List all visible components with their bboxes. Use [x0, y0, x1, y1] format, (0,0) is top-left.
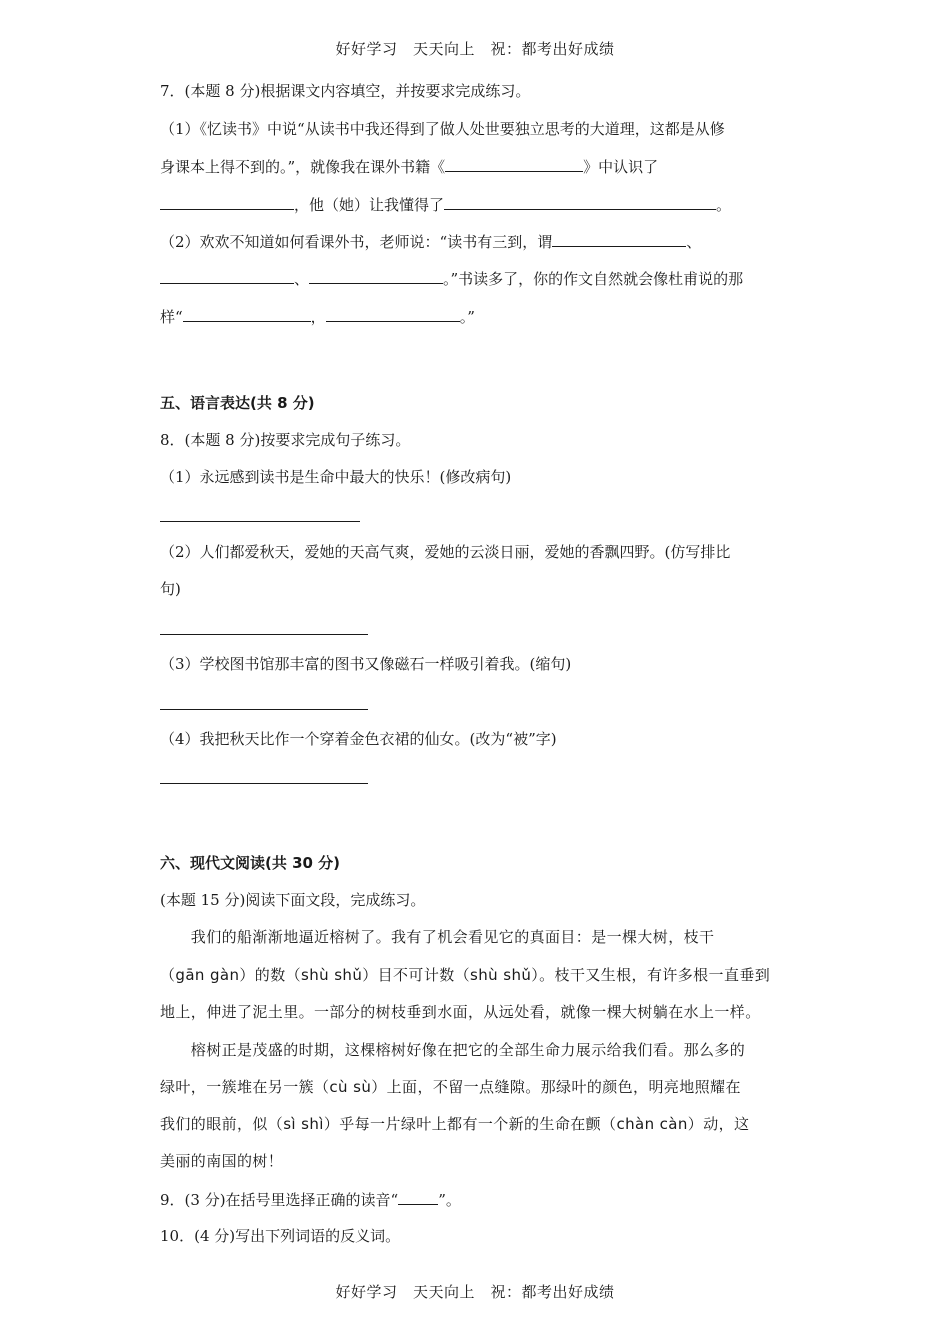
q7-part2-text-c: 、: [294, 270, 310, 288]
q7-part2-line2: [160, 267, 800, 290]
section6-intro: (本题 15 分)阅读下面文段，完成练习。: [160, 891, 426, 909]
q10-title: 10．(4 分)写出下列词语的反义词。: [160, 1227, 401, 1245]
poem-blank-1[interactable]: [183, 305, 311, 322]
q7-part1-line2: [160, 155, 800, 178]
q7-part2-text-g: 。”: [459, 308, 475, 326]
q7-part2-text-e: 样“: [160, 308, 183, 326]
passage-line: （gān gàn）的数（shù shǔ）目不可计数（shù shǔ）。枝干又生根，有许多根一直垂到: [160, 966, 771, 984]
poem-blank-2[interactable]: [326, 305, 460, 322]
q8-title: 8．(本题 8 分)按要求完成句子练习。: [160, 431, 411, 449]
q7-title: 7．(本题 8 分)根据课文内容填空，并按要求完成练习。: [160, 82, 531, 100]
reading-blank-2[interactable]: [160, 267, 294, 284]
passage-line: 榕树正是茂盛的时期，这棵榕树好像在把它的全部生命力展示给我们看。那么多的: [160, 1041, 746, 1059]
answer-line-2[interactable]: [160, 633, 368, 635]
q7-part1-line3: [160, 193, 800, 216]
answer-line-1[interactable]: [160, 520, 360, 522]
reading-blank-1[interactable]: [552, 230, 686, 247]
q8-sentence-2-line1: （2）人们都爱秋天，爱她的天高气爽，爱她的云淡日丽，爱她的香飘四野。(仿写排比: [160, 543, 731, 561]
passage-line: 绿叶，一簇堆在另一簇（cù sù）上面，不留一点缝隙。那绿叶的颜色，明亮地照耀在: [160, 1078, 741, 1096]
passage-line: 地上，伸进了泥土里。一部分的树枝垂到水面，从远处看，就像一棵大树躺在水上一样。: [160, 1003, 761, 1021]
passage-line: 美丽的南国的树！: [160, 1152, 284, 1170]
q9-text-b: ”。: [438, 1191, 461, 1209]
q9-line: [160, 1188, 800, 1211]
q9-text-a: 9．(3 分)在括号里选择正确的读音“: [160, 1191, 399, 1209]
q7-part1-text-d: 。: [716, 196, 732, 214]
q7-part2-line1: [160, 230, 800, 253]
passage-line: 我们的眼前，似（sì shì）乎每一片绿叶上都有一个新的生命在颤（chàn càn）动，这: [160, 1115, 750, 1133]
q7-part1-text-a: 身课本上得不到的。”，就像我在课外书籍《: [160, 158, 446, 176]
answer-line-4[interactable]: [160, 782, 368, 784]
book-title-blank[interactable]: [445, 155, 583, 172]
q9-blank[interactable]: [398, 1188, 438, 1205]
section6-title: 六、现代文阅读(共 30 分): [160, 854, 341, 872]
passage-line: 我们的船渐渐地逼近榕树了。我有了机会看见它的真面目：是一棵大树，枝干: [160, 928, 715, 946]
reading-blank-3[interactable]: [309, 267, 443, 284]
q8-sentence-4: （4）我把秋天比作一个穿着金色衣裙的仙女。(改为“被”字): [160, 730, 557, 748]
q7-part2-line3: [160, 305, 800, 328]
q7-part2-text-f: ，: [310, 308, 326, 326]
q7-part1-text-b: 》中认识了: [583, 158, 659, 176]
page-header: 好好学习 天天向上 祝：都考出好成绩: [335, 40, 615, 58]
q8-sentence-1: （1）永远感到读书是生命中最大的快乐！(修改病句): [160, 468, 512, 486]
answer-line-3[interactable]: [160, 708, 368, 710]
q7-part2-text-b: 、: [686, 233, 702, 251]
q8-sentence-3: （3）学校图书馆那丰富的图书又像磁石一样吸引着我。(缩句): [160, 655, 572, 673]
character-blank[interactable]: [160, 193, 294, 210]
q7-part1-text-c: ，他（她）让我懂得了: [294, 196, 445, 214]
page-footer: 好好学习 天天向上 祝：都考出好成绩: [335, 1283, 615, 1301]
q7-part2-text-d: 。”书读多了，你的作文自然就会像杜甫说的那: [443, 270, 744, 288]
q7-part2-text-a: （2）欢欢不知道如何看课外书，老师说：“读书有三到，谓: [160, 233, 553, 251]
q7-part1-line1: （1）《忆读书》中说“从读书中我还得到了做人处世要独立思考的大道理，这都是从修: [160, 120, 725, 138]
lesson-blank[interactable]: [444, 193, 716, 210]
section5-title: 五、语言表达(共 8 分): [160, 394, 315, 412]
q8-sentence-2-line2: 句): [160, 580, 181, 598]
